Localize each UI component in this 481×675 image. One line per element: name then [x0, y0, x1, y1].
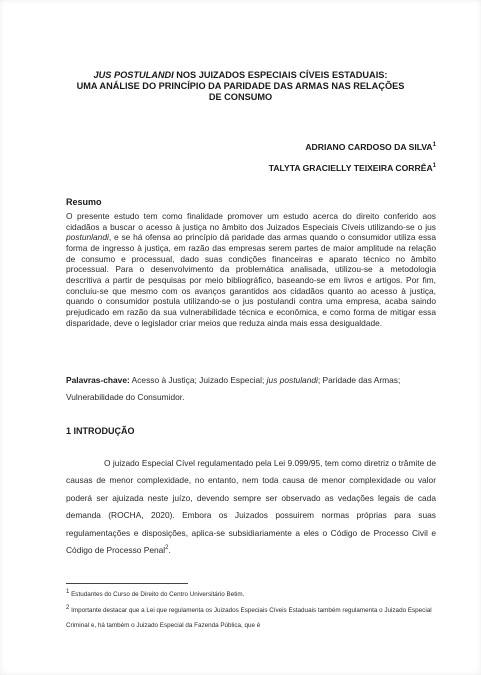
- keywords: [66, 372, 436, 406]
- abstract-italic-term: postunlandi: [66, 232, 109, 243]
- footnote-2-mark: 2: [66, 604, 70, 611]
- author-2: [269, 163, 436, 173]
- keywords-part-2: ; Paridade das Armas; Vulnerabilidade do Consumidor.: [66, 375, 401, 402]
- introduction-body: [66, 455, 436, 559]
- abstract-body: [66, 211, 436, 328]
- introduction-paragraph: [66, 455, 436, 559]
- title-line-3: DE CONSUMO: [208, 92, 273, 102]
- introduction-text: O juizado Especial Cível regulamentado pela Lei 9.099/95, tem como diretriz o trâmite de causas de menor complexidade, no entanto, nem toda causa de menor complexidade ou valor poderá ser ajuizada neste juízo, devendo sempre ser observado as vedações legais de cada demanda (ROCHA, 2020). Embora os Juizados possuirem normas próprias para suas regulamentações e disposições, aplica-se subsidiariamente a eles o Código de Processo Civil e Código de Processo Penal: [66, 458, 436, 556]
- title-line-1-rest: NOS JUIZADOS ESPECIAIS CÍVEIS ESTADUAIS:: [173, 70, 388, 80]
- footnote-1-text: Estudantes do Curso de Direito do Centro Universitário Betim.: [69, 591, 245, 598]
- footnote-2: [66, 603, 446, 633]
- title-line-1: [40, 70, 441, 81]
- keywords-italic-term: jus postulandi: [266, 375, 318, 385]
- abstract-paragraph: [66, 211, 436, 328]
- footnote-1: [66, 587, 446, 602]
- author-1-footnote-mark: 1: [432, 142, 436, 149]
- footnote-1-mark: 1: [66, 588, 70, 595]
- author-2-footnote-mark: 1: [432, 163, 436, 170]
- author-1-name: ADRIANO CARDOSO DA SILVA: [305, 142, 433, 152]
- title-italic-term: JUS POSTULANDI: [93, 70, 174, 80]
- footnote-separator: [66, 583, 188, 584]
- title-line-2: UMA ANÁLISE DO PRINCÍPIO DA PARIDADE DAS ARMAS NAS RELAÇÕES: [76, 81, 405, 91]
- author-2-name: TALYTA GRACIELLY TEIXEIRA CORRÊA: [268, 163, 433, 173]
- introduction-footnote-mark: 2: [165, 545, 169, 552]
- abstract-heading: Resumo: [66, 197, 102, 207]
- section-heading-introduction: 1 INTRODUÇÃO: [66, 426, 135, 436]
- footnote-2-text: Importante destacar que a Lei que regulamenta os Juizados Especiais Cíveis Estaduais também regulamenta o Juizado Especial Criminal e, há também o Juizado Especial da Fazenda Pública, que é: [66, 607, 432, 629]
- abstract-text-part-1: O presente estudo tem como finalidade promover um estudo acerca do direito conferido aos cidadãos a buscar o acesso à justiça no âmbito dos Juizados Especiais Cíveis utilizando-se o jus: [66, 211, 436, 232]
- paper-title: [40, 70, 441, 103]
- introduction-end: .: [168, 545, 171, 556]
- author-1: [305, 142, 436, 152]
- keywords-label: Palavras-chave:: [66, 375, 130, 385]
- keywords-part-1: Acesso à Justiça; Juizado Especial;: [129, 375, 267, 385]
- abstract-text-part-2: , e se há ofensa ao princípio dá paridade das armas quando o consumidor utiliza essa forma de ingresso à justiça, em razão das empresas serem partes de maior amplitude na relação de consumo e processual, dado suas condições financeiras e aparato técnico no âmbito processual. Para o desenvolvimento da problemática analisada, utilizou-se a metodologia descritiva a partir de pesquisas por meio bibliográfico, baseando-se em livros e artigos. Por fim, concluiu-se que mesmo com os avanços garantidos aos cidadãos quanto ao acesso à justiça, quando o consumidor postula utilizando-se o jus postulandi contra uma empresa, acaba saindo prejudicado em razão da sua vulnerabilidade técnica e econômica, e como forma de mitigar essa disparidade, deve o legislador criar meios que reduza ainda mais essa desigualdade.: [66, 232, 436, 328]
